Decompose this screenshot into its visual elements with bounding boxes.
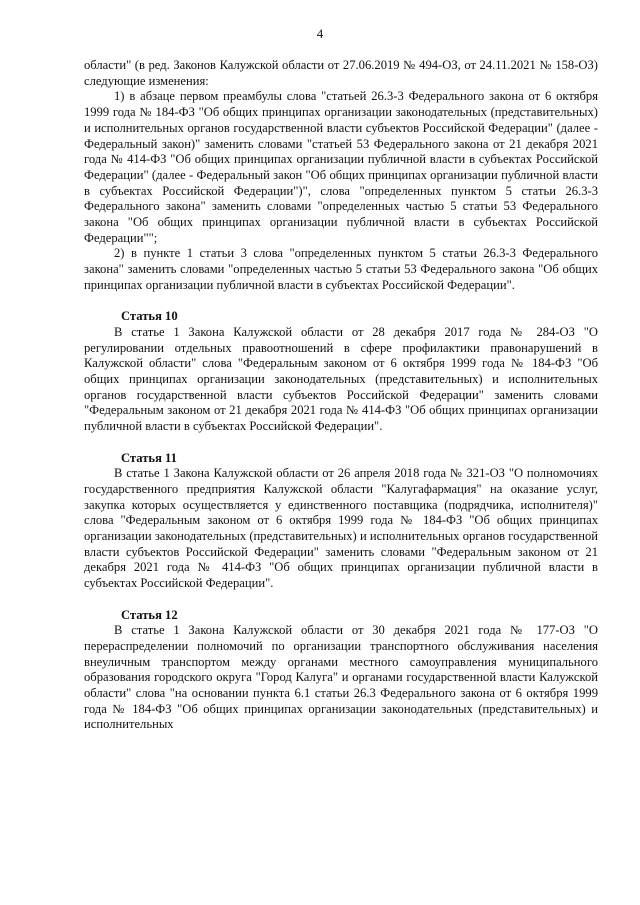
article-11-title: Статья 11 — [121, 450, 177, 465]
article-11-text: В статье 1 Закона Калужской области от 26 апреля 2018 года № 321-ОЗ "О полномочиях государственного предприятия Калужской области "Калугафармация" на оказание услуг, закупка которых осуществляется у единственного поставщика (подрядчика, исполнителя)" слова "Федеральным законом от 6 октября 1999 года № 184-ФЗ "Об общих принципах организации законодательных (представительных) и исполнительных органов государственной власти субъектов Российской Федерации" заменить словами "Федеральным законом от 21 декабря 2021 года № 414-ФЗ "Об общих принципах организации публичной власти в субъектах Российской Федерации". — [84, 466, 598, 591]
page-number: 4 — [316, 26, 324, 41]
amendment-item-1: 1) в абзаце первом преамбулы слова "статьей 26.3-3 Федерального закона от 6 октября 1999 года № 184-ФЗ "Об общих принципах организации законодательных (представительных) и исполнительных органов государственной власти субъектов Российской Федерации" (далее - Федеральный закон)" заменить словами "статьей 53 Федерального закона от 21 декабря 2021 года № 414-ФЗ "Об общих принципах организации публичной власти в субъектах Российской Федерации" (далее - Федеральный закон "Об общих принципах организации публичной власти в субъектах Российской Федерации")", слова "определенных пунктом 5 статьи 26.3-3 Федерального закона" заменить словами "определенных частью 5 статьи 53 Федерального закона "Об общих принципах организации публичной власти в субъектах Российской Федерации""; — [84, 89, 598, 245]
article-10-title: Статья 10 — [121, 309, 178, 324]
amendment-item-2: 2) в пункте 1 статьи 3 слова "определенных пунктом 5 статьи 26.3-3 Федерального закона" заменить словами "определенных частью 5 статьи 53 Федерального закона "Об общих принципах организации публичной власти в субъектах Российской Федерации". — [84, 246, 598, 292]
article-10-text: В статье 1 Закона Калужской области от 28 декабря 2017 года № 284-ОЗ "О регулировании отдельных правоотношений в сфере профилактики правонарушений в Калужской области" слова "Федеральным законом от 6 октября 1999 года № 184-ФЗ "Об общих принципах организации законодательных (представительных) и исполнительных органов государственной власти субъектов Российской Федерации" заменить словами "Федеральным законом от 21 декабря 2021 года № 414-ФЗ "Об общих принципах организации публичной власти в субъектах Российской Федерации". — [84, 324, 598, 434]
article-12-title: Статья 12 — [121, 607, 178, 622]
document-body — [84, 58, 598, 733]
article-11 — [84, 451, 598, 592]
article-12-text: В статье 1 Закона Калужской области от 30 декабря 2021 года № 177-ОЗ "О перераспределении полномочий по организации транспортного обслуживания населения внеуличным транспортом между органами местного самоуправления муниципального образования городского округа "Город Калуга" и органами государственной власти Калужской области" слова "на основании пункта 6.1 статьи 26.3 Федерального закона от 6 октября 1999 года № 184-ФЗ "Об общих принципах организации законодательных (представительных) и исполнительных — [84, 623, 598, 732]
article-12 — [84, 608, 598, 734]
intro-continuation: области" (в ред. Законов Калужской области от 27.06.2019 № 494-ОЗ, от 24.11.2021 № 158-ОЗ) следующие изменения: — [84, 58, 598, 88]
article-10 — [84, 309, 598, 435]
